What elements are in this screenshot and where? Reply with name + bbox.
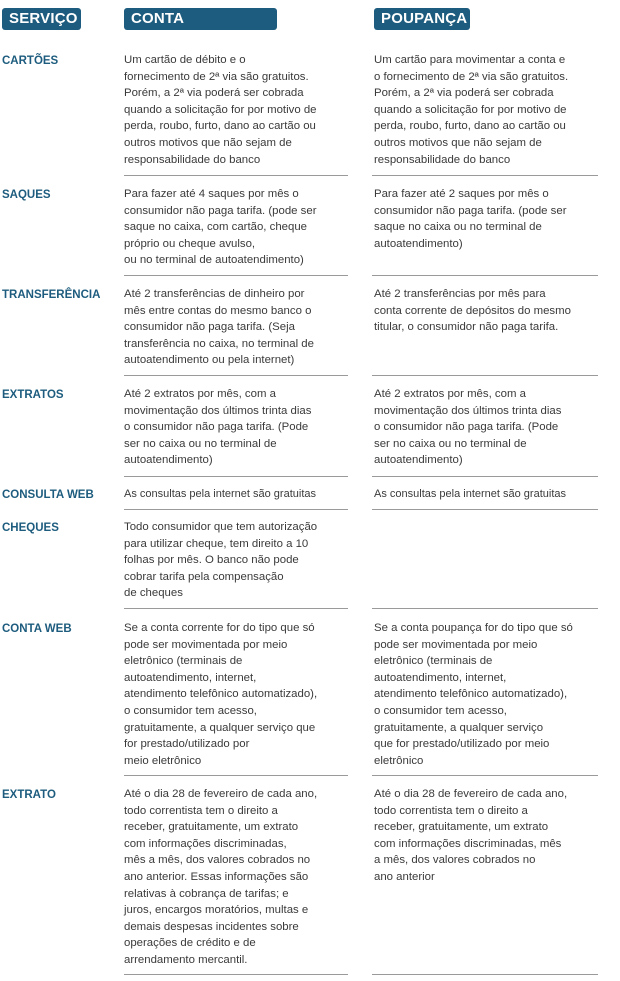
- service-label-cartoes: CARTÕES: [2, 55, 59, 67]
- service-label-conta-web: CONTA WEB: [2, 623, 72, 635]
- service-label-cheques: CHEQUES: [2, 522, 59, 534]
- savings-text-saques: Para fazer até 2 saques por mês o consumidor não paga tarifa. (pode ser saque no caixa ou no terminal de autoatendimento): [374, 188, 567, 250]
- service-label-consulta-web: CONSULTA WEB: [2, 489, 94, 501]
- checking-text-extratos: Até 2 extratos por mês, com a movimentação dos últimos trinta dias o consumidor não paga tarifa. (Pode ser no caixa ou no terminal de autoatendimento): [124, 388, 312, 467]
- checking-text-consulta-web: As consultas pela internet são gratuitas: [124, 488, 317, 500]
- row-divider: [372, 175, 598, 176]
- savings-text-conta-web: Se a conta poupança for do tipo que só pode ser movimentada por meio eletrônico (terminais de autoatendimento, internet, atendimento telefônico automatizado), o consumidor tem acesso, gratuitamente, a qualquer serviço que for prestado/utilizado por meio eletrônico: [374, 622, 573, 767]
- checking-text-saques: Para fazer até 4 saques por mês o consumidor não paga tarifa. (pode ser saque no caixa, com cartão, cheque próprio ou cheque avulso, ou no terminal de autoatendimento): [124, 188, 317, 267]
- header-service: SERVIÇO: [2, 8, 81, 30]
- row-divider: [372, 275, 598, 276]
- row-divider: [124, 375, 348, 376]
- row-divider: [372, 974, 598, 975]
- row-divider: [124, 608, 348, 609]
- savings-text-extrato: Até o dia 28 de fevereiro de cada ano, todo correntista tem o direito a receber, gratuitamente, um extrato com informações discriminadas, mês a mês, dos valores cobrados no ano anterior: [374, 788, 568, 883]
- row-divider: [124, 509, 348, 510]
- savings-text-cartoes: Um cartão para movimentar a conta e o fornecimento de 2ª via são gratuitos. Porém, a 2ª via poderá ser cobrada quando a solicitação for por motivo de perda, roubo, furto, dano ao cartão ou outros motivos que não sejam de responsabilidade do banco: [374, 54, 569, 166]
- row-divider: [372, 608, 598, 609]
- checking-text-conta-web: Se a conta corrente for do tipo que só pode ser movimentada por meio eletrônico (terminais de autoatendimento, internet, atendimento telefônico automatizado), o consumidor tem acesso, gratuitamente, a qualquer serviço que for prestado/utilizado por meio eletrônico: [124, 622, 318, 767]
- row-divider: [372, 476, 598, 477]
- service-label-saques: SAQUES: [2, 189, 51, 201]
- row-divider: [372, 375, 598, 376]
- row-divider: [124, 775, 348, 776]
- checking-text-extrato: Até o dia 28 de fevereiro de cada ano, todo correntista tem o direito a receber, gratuitamente, um extrato com informações discriminadas, mês a mês, dos valores cobrados no ano anterior. Essas informações são relativas à cobrança de tarifas; e juros, encargos moratórios, multas e demais despesas incidentes sobre operações de crédito e de arrendamento mercantil.: [124, 788, 318, 966]
- service-label-extrato: EXTRATO: [2, 789, 56, 801]
- row-divider: [124, 275, 348, 276]
- row-divider: [372, 775, 598, 776]
- header-checking-account: CONTA CORRENTE: [124, 8, 277, 30]
- header-savings: POUPANÇA: [374, 8, 470, 30]
- service-label-extratos: EXTRATOS: [2, 389, 64, 401]
- savings-text-transferencia: Até 2 transferências por mês para conta corrente de depósitos do mesmo titular, o consumidor não paga tarifa.: [374, 288, 571, 334]
- checking-text-transferencia: Até 2 transferências de dinheiro por mês entre contas do mesmo banco o consumidor não paga tarifa. (Seja transferência no caixa, no terminal de autoatendimento ou pela internet): [124, 288, 314, 367]
- row-divider: [124, 974, 348, 975]
- row-divider: [124, 476, 348, 477]
- checking-text-cheques: Todo consumidor que tem autorização para utilizar cheque, tem direito a 10 folhas por mês. O banco não pode cobrar tarifa pela compensação de cheques: [124, 521, 318, 600]
- savings-text-consulta-web: As consultas pela internet são gratuitas: [374, 488, 567, 500]
- savings-text-extratos: Até 2 extratos por mês, com a movimentação dos últimos trinta dias o consumidor não paga tarifa. (Pode ser no caixa ou no terminal de autoatendimento): [374, 388, 562, 467]
- service-label-transferencia: TRANSFERÊNCIA: [2, 289, 101, 301]
- checking-text-cartoes: Um cartão de débito e o fornecimento de 2ª via são gratuitos. Porém, a 2ª via poderá ser cobrada quando a solicitação for por motivo de perda, roubo, furto, dano ao cartão ou outros motivos que não sejam de responsabilidade do banco: [124, 54, 317, 166]
- row-divider: [372, 509, 598, 510]
- row-divider: [124, 175, 348, 176]
